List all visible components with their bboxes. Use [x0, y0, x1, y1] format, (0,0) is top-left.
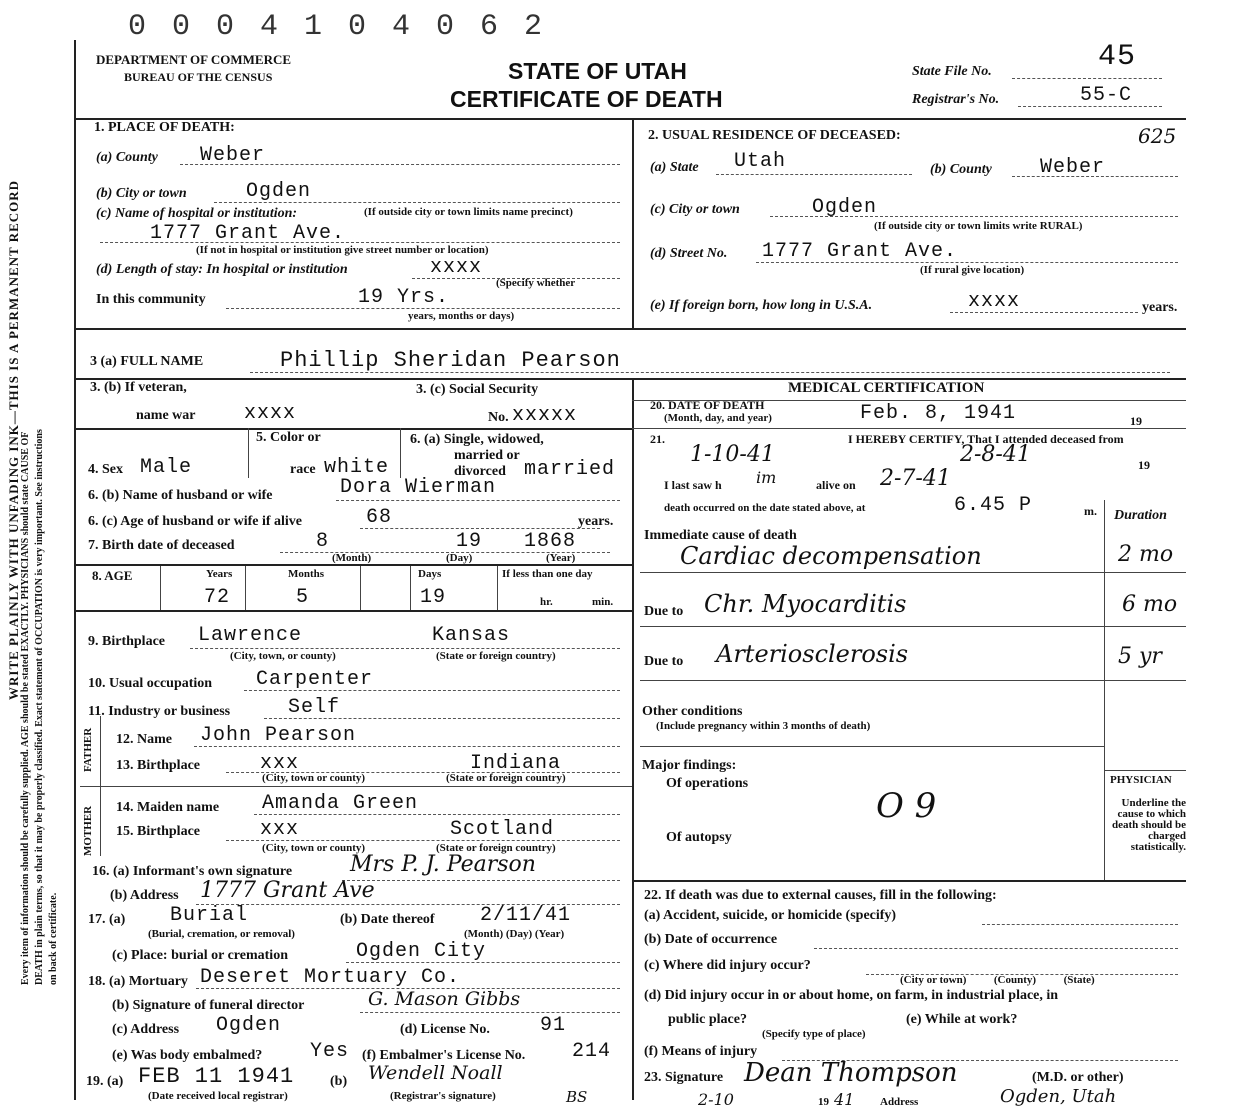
res-city-label: (c) City or town [650, 202, 740, 217]
certifier-address-label: Address [880, 1096, 919, 1108]
mother-bp-sub-city: (City, town or county) [262, 842, 366, 854]
res-state-label: (a) State [650, 160, 699, 175]
spouse-age: 68 [366, 506, 393, 529]
pod-hospital-note: (If outside city or town limits name precinct) [364, 206, 573, 218]
fd-address-label: (c) Address [112, 1022, 180, 1037]
res-street: 1777 Grant Ave. [762, 240, 958, 263]
mother-side-label: MOTHER [82, 805, 94, 856]
serial-number: 0 0 0 4 1 0 4 0 6 2 [128, 10, 547, 44]
sex-value: Male [140, 456, 193, 479]
due2-cause: Arteriosclerosis [716, 640, 909, 668]
external-c-label: (c) Where did injury occur? [644, 958, 811, 973]
due1-label: Due to [644, 604, 684, 619]
pod-city: Ogden [246, 180, 312, 203]
license-value: 91 [540, 1014, 567, 1037]
spouse-label: 6. (b) Name of husband or wife [88, 488, 273, 503]
external-a-label: (a) Accident, suicide, or homicide (specify) [644, 908, 897, 923]
registrar-sig-label: (b) [330, 1074, 348, 1089]
mother-name: Amanda Green [262, 792, 419, 815]
immediate-cause: Cardiac decompensation [680, 542, 982, 570]
certifier-address: Ogden, Utah [1000, 1086, 1117, 1107]
other-label: Other conditions [642, 704, 743, 719]
external-d2-label: public place? [668, 1012, 747, 1027]
father-birthplace-label: 13. Birthplace [116, 758, 200, 773]
birth-sub-year: (Year) [546, 552, 576, 564]
mother-birthplace-label: 15. Birthplace [116, 824, 200, 839]
form-title-1: STATE OF UTAH [508, 58, 687, 84]
operations-mark: O 9 [876, 786, 937, 826]
res-street-label: (d) Street No. [650, 246, 728, 261]
death-time: 6.45 P [954, 494, 1033, 517]
certify-num: 21. [650, 432, 665, 446]
certifier-md: (M.D. or other) [1032, 1070, 1124, 1085]
res-county: Weber [1040, 156, 1106, 179]
dod-label: 20. DATE OF DEATH [650, 398, 765, 412]
license-label: (d) License No. [400, 1022, 490, 1037]
margin-note: 625 [1138, 124, 1177, 148]
mortuary-label: 18. (a) Mortuary [88, 974, 188, 989]
external-f-label: (f) Means of injury [644, 1044, 758, 1059]
embalmed-label: (e) Was body embalmed? [112, 1048, 263, 1063]
state-file-label: State File No. [912, 64, 992, 79]
birth-sub-month: (Month) [332, 552, 372, 564]
alive-on: alive on [816, 478, 856, 492]
father-bp-city: xxx [260, 752, 300, 775]
director-signature: G. Mason Gibbs [368, 988, 521, 1010]
registrar-no: 55-C [1080, 84, 1133, 107]
last-saw-him: im [756, 468, 777, 487]
due1-duration: 6 mo [1122, 592, 1178, 617]
due1-cause: Chr. Myocarditis [704, 590, 907, 618]
industry-label: 11. Industry or business [88, 704, 231, 719]
birthplace-city: Lawrence [198, 624, 303, 647]
place-of-death-heading: 1. PLACE OF DEATH: [94, 120, 235, 135]
residence-heading: 2. USUAL RESIDENCE OF DECEASED: [648, 128, 901, 143]
res-city: Ogden [812, 196, 878, 219]
immediate-label: Immediate cause of death [644, 528, 797, 543]
burial-place: Ogden City [356, 940, 487, 963]
side-note-1: Every item of information should be carefully supplied. AGE should be stated EXACTLY. PHYSICIANS should state CAUSE OF [20, 431, 31, 985]
department: DEPARTMENT OF COMMERCE [96, 52, 292, 67]
father-name: John Pearson [200, 724, 357, 747]
physician-box: PHYSICIAN [1110, 774, 1172, 786]
mortuary-value: Deseret Mortuary Co. [200, 966, 461, 989]
registrar-signature: Wendell Noall [368, 1062, 503, 1084]
father-bp-sub-state: (State or foreign country) [446, 772, 566, 784]
pod-stay-specify: (Specify whether [496, 277, 576, 289]
war-value: xxxx [244, 402, 297, 425]
less-day-label: If less than one day [502, 568, 593, 580]
pod-hospital-sub: (If not in hospital or institution give street number or location) [196, 244, 489, 256]
certifier-sig-label: 23. Signature [644, 1070, 724, 1085]
bureau: BUREAU OF THE CENSUS [124, 70, 273, 84]
ss-value: xxxxx [512, 404, 578, 427]
informant-address-label: (b) Address [110, 888, 179, 903]
mother-name-label: 14. Maiden name [116, 800, 220, 815]
certifier-19: 19 [818, 1096, 829, 1108]
autopsy-label: Of autopsy [666, 830, 732, 845]
certifier-year: 41 [834, 1090, 855, 1109]
birth-sub-day: (Day) [446, 552, 473, 564]
birth-month: 8 [316, 530, 330, 553]
father-name-label: 12. Name [116, 732, 172, 747]
form-title-2: CERTIFICATE OF DEATH [450, 86, 723, 112]
immediate-duration: 2 mo [1118, 542, 1174, 567]
occupation-label: 10. Usual occupation [88, 676, 213, 691]
certifier-date: 2-10 [698, 1090, 734, 1109]
external-d-label: (d) Did injury occur in or about home, on farm, in industrial place, in [644, 988, 1059, 1003]
full-name: Phillip Sheridan Pearson [280, 348, 621, 373]
res-state: Utah [734, 150, 787, 173]
informant-address: 1777 Grant Ave [200, 878, 375, 903]
external-c-sub: (City or town) (County) (State) [900, 974, 1095, 986]
pod-hospital: 1777 Grant Ave. [150, 222, 346, 245]
ss-label: 3. (c) Social Security [416, 382, 539, 397]
embalmer-value: 214 [572, 1040, 612, 1063]
pod-stay: xxxx [430, 256, 483, 279]
attended-to: 2-8-41 [960, 442, 1031, 467]
pod-county: Weber [200, 144, 266, 167]
months-label: Months [288, 568, 325, 580]
father-side-label: FATHER [82, 727, 94, 772]
dod-19: 19 [1130, 414, 1142, 428]
external-d-sub: (Specify type of place) [762, 1028, 866, 1040]
years-label: Years [206, 568, 233, 580]
birth-day: 19 [456, 530, 483, 553]
age-days: 19 [420, 586, 447, 609]
mother-bp-state: Scotland [450, 818, 555, 841]
spouse-value: Dora Wierman [340, 476, 497, 499]
birth-year: 1868 [524, 530, 577, 553]
fd-address: Ogden [216, 1014, 282, 1037]
certifier-signature: Dean Thompson [744, 1058, 958, 1088]
birth-label: 7. Birth date of deceased [88, 538, 235, 553]
registrar-no-label: Registrar's No. [912, 92, 1000, 107]
external-e-label: (e) While at work? [906, 1012, 1018, 1027]
last-saw-date: 2-7-41 [880, 466, 951, 491]
to-19: 19 [1138, 458, 1150, 472]
findings-label: Major findings: [642, 758, 737, 773]
side-note-3: on back of certificate. [48, 892, 59, 985]
registrar-mark: BS [566, 1088, 588, 1106]
burial-label: 17. (a) [88, 912, 126, 927]
race-label: race [290, 462, 316, 477]
medical-heading: MEDICAL CERTIFICATION [788, 380, 985, 396]
mother-bp-sub-state: (State or foreign country) [436, 842, 556, 854]
age-label: 8. AGE [92, 568, 133, 583]
pod-community-sub: years, months or days) [408, 310, 515, 322]
marital-label-b: married or [454, 448, 520, 463]
underline-note: Underline the cause to which death should be charged statistically. [1112, 797, 1186, 853]
pod-county-label: (a) County [96, 150, 158, 165]
res-county-label: (b) County [930, 162, 992, 177]
dod-value: Feb. 8, 1941 [860, 402, 1017, 425]
birthplace-label: 9. Birthplace [88, 634, 165, 649]
burial-date: 2/11/41 [480, 904, 572, 927]
burial-place-label: (c) Place: burial or cremation [112, 948, 288, 963]
marital-value: married [524, 458, 616, 481]
embalmer-label: (f) Embalmer's License No. [362, 1048, 526, 1063]
embalmed-value: Yes [310, 1040, 350, 1063]
burial-date-sub: (Month) (Day) (Year) [464, 928, 565, 940]
burial-method-sub: (Burial, cremation, or removal) [148, 928, 295, 940]
received-sub: (Date received local registrar) [148, 1090, 288, 1102]
last-saw-label: I last saw h [664, 478, 722, 492]
informant-sig-label: 16. (a) Informant's own signature [92, 864, 293, 879]
dod-sub: (Month, day, and year) [664, 412, 772, 424]
age-months: 5 [296, 586, 310, 609]
due2-duration: 5 yr [1118, 644, 1162, 669]
external-heading: 22. If death was due to external causes, fill in the following: [644, 888, 997, 903]
full-name-label: 3 (a) FULL NAME [90, 354, 204, 369]
death-occurred-label: death occurred on the date stated above, at [664, 502, 866, 514]
birthplace-sub-city: (City, town, or county) [230, 650, 336, 662]
war-label: name war [136, 408, 196, 423]
veteran-label: 3. (b) If veteran, [90, 380, 187, 395]
res-foreign: xxxx [968, 290, 1021, 313]
min-label: min. [592, 596, 614, 608]
father-bp-state: Indiana [470, 752, 562, 775]
res-foreign-unit: years. [1142, 300, 1178, 315]
pod-city-label: (b) City or town [96, 186, 187, 201]
director-label: (b) Signature of funeral director [112, 998, 305, 1013]
death-time-unit: m. [1084, 504, 1097, 518]
res-street-note: (If rural give location) [920, 264, 1025, 276]
side-note-outer: WRITE PLAINLY WITH UNFADING INK—THIS IS A PERMANENT RECORD [6, 179, 21, 700]
industry-value: Self [288, 696, 341, 719]
duration-label: Duration [1114, 508, 1167, 523]
attended-from: 1-10-41 [690, 442, 775, 467]
mother-bp-city: xxx [260, 818, 300, 841]
marital-label-a: 6. (a) Single, widowed, [410, 432, 544, 447]
ss-no-label: No. [488, 410, 509, 425]
birthplace-sub-state: (State or foreign country) [436, 650, 556, 662]
operations-label: Of operations [666, 776, 749, 791]
other-sub: (Include pregnancy within 3 months of death) [656, 720, 871, 732]
birthplace-state: Kansas [432, 624, 511, 647]
sex-label: 4. Sex [88, 462, 123, 477]
res-city-note: (If outside city or town limits write RURAL) [874, 220, 1083, 232]
pod-community-label: In this community [96, 292, 206, 307]
due2-label: Due to [644, 654, 684, 669]
external-b-label: (b) Date of occurrence [644, 932, 778, 947]
registrar-sub: (Registrar's signature) [390, 1090, 496, 1102]
informant-signature: Mrs P. J. Pearson [350, 852, 536, 877]
certify-text: I HEREBY CERTIFY, That I attended deceased from [848, 432, 1124, 446]
father-bp-sub-city: (City, town or county) [262, 772, 366, 784]
pod-hospital-label: (c) Name of hospital or institution: [96, 206, 298, 221]
color-label: 5. Color or [256, 430, 321, 445]
side-note-2: DEATH in plain terms, so that it may be properly classified. Exact statement of OCCUPATION is very important. See instructions [34, 429, 45, 985]
hr-label: hr. [540, 596, 553, 608]
burial-date-label: (b) Date thereof [340, 912, 435, 927]
pod-community: 19 Yrs. [358, 286, 450, 309]
spouse-age-unit: years. [578, 514, 614, 529]
days-label: Days [418, 568, 442, 580]
race-value: white [324, 456, 390, 479]
marital-label-c: divorced [454, 464, 506, 479]
state-file-no: 45 [1098, 40, 1137, 74]
occupation-value: Carpenter [256, 668, 374, 691]
pod-stay-label: (d) Length of stay: In hospital or institution [96, 262, 348, 277]
received-label: 19. (a) [86, 1074, 124, 1089]
burial-method: Burial [170, 904, 249, 927]
age-years: 72 [204, 586, 231, 609]
res-foreign-label: (e) If foreign born, how long in U.S.A. [650, 298, 873, 313]
received-date: FEB 11 1941 [138, 1064, 295, 1089]
spouse-age-label: 6. (c) Age of husband or wife if alive [88, 514, 303, 529]
